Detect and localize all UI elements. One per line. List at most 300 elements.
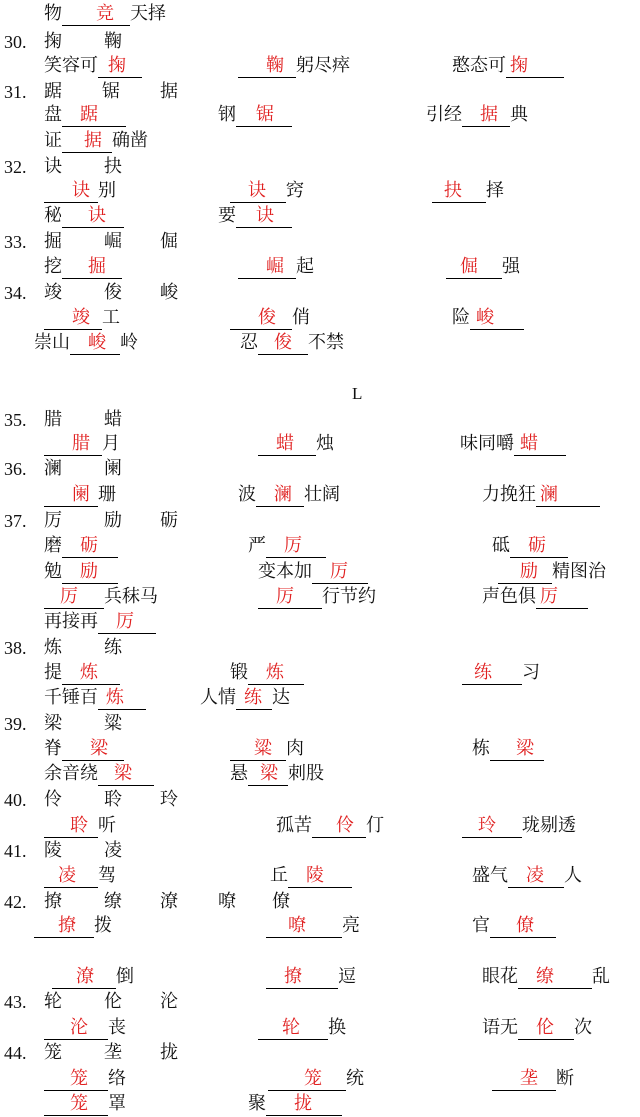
answer-blank[interactable]: 笼 <box>268 1068 346 1091</box>
exercise-row <box>0 1092 640 1117</box>
question-number: 32. <box>4 157 27 177</box>
exercise-row <box>0 179 640 204</box>
target-character: 轮 <box>44 991 62 1012</box>
answer-blank[interactable]: 撩 <box>266 966 338 989</box>
item-suffix-text: 择 <box>486 180 504 201</box>
fill-in-item <box>230 179 304 203</box>
answer-blank[interactable]: 沦 <box>44 1017 108 1040</box>
target-character: 炼 <box>44 637 62 658</box>
exercise-row <box>0 560 640 585</box>
answer-blank[interactable]: 鞠 <box>238 55 296 78</box>
exercise-row <box>0 814 640 839</box>
answer-blank[interactable]: 垄 <box>492 1068 556 1091</box>
item-prefix-text: 物 <box>44 3 62 24</box>
fill-in-item <box>44 864 116 888</box>
fill-in-item <box>44 483 116 507</box>
item-prefix-text: 磨 <box>44 535 62 556</box>
item-suffix-text: 珑剔透 <box>522 815 576 836</box>
item-prefix-text: 波 <box>238 484 256 505</box>
target-character: 潦 <box>160 891 178 912</box>
answer-blank[interactable]: 拢 <box>266 1093 342 1116</box>
answer-blank[interactable]: 砺 <box>510 535 568 558</box>
answer-blank[interactable]: 梁 <box>248 763 288 786</box>
target-character: 嘹 <box>218 891 236 912</box>
fill-in-item <box>44 585 158 609</box>
exercise-row <box>0 914 640 939</box>
item-prefix-text: 钢 <box>218 104 236 125</box>
target-character: 掘 <box>44 231 62 252</box>
item-suffix-text: 别 <box>98 180 116 201</box>
target-character: 厉 <box>44 510 62 531</box>
answer-blank[interactable]: 厉 <box>98 611 156 634</box>
exercise-row <box>0 762 640 787</box>
exercise-row <box>0 255 640 280</box>
question-number: 39. <box>4 714 27 734</box>
fill-in-item <box>200 686 290 710</box>
answer-blank[interactable]: 练 <box>236 687 272 710</box>
fill-in-item <box>44 179 116 203</box>
answer-blank[interactable]: 诀 <box>62 205 124 228</box>
target-character: 伦 <box>104 991 122 1012</box>
answer-blank[interactable]: 僚 <box>490 915 556 938</box>
target-character: 蜡 <box>104 409 122 430</box>
item-suffix-text: 岭 <box>120 332 138 353</box>
answer-blank[interactable]: 厉 <box>536 586 588 609</box>
answer-blank[interactable]: 厉 <box>312 561 368 584</box>
question-header-row <box>0 281 640 306</box>
item-prefix-text: 语无 <box>482 1017 518 1038</box>
item-prefix-text: 声色俱 <box>482 586 536 607</box>
item-suffix-text: 达 <box>272 687 290 708</box>
item-prefix-text: 挖 <box>44 256 62 277</box>
answer-blank[interactable]: 潦 <box>52 966 116 989</box>
target-character: 伶 <box>44 789 62 810</box>
item-prefix-text: 要 <box>218 205 236 226</box>
fill-in-item <box>258 560 368 584</box>
item-suffix-text: 确凿 <box>112 130 148 151</box>
target-character: 抉 <box>104 156 122 177</box>
item-suffix-text: 断 <box>556 1068 574 1089</box>
item-suffix-text: 俏 <box>292 307 310 328</box>
answer-blank[interactable]: 伦 <box>518 1017 574 1040</box>
item-suffix-text: 听 <box>98 815 116 836</box>
target-character: 梁 <box>44 713 62 734</box>
target-character: 垄 <box>104 1042 122 1063</box>
question-header-row <box>0 636 640 661</box>
answer-blank[interactable]: 诀 <box>236 205 292 228</box>
exercise-row <box>0 585 640 610</box>
target-character: 澜 <box>44 458 62 479</box>
fill-in-item <box>248 534 326 558</box>
fill-in-item <box>482 483 600 507</box>
answer-blank[interactable]: 粱 <box>230 738 286 761</box>
question-number: 31. <box>4 82 27 102</box>
fill-in-item <box>44 129 148 153</box>
answer-blank[interactable]: 诀 <box>230 180 286 203</box>
item-suffix-text: 统 <box>346 1068 364 1089</box>
question-header-row <box>0 30 640 55</box>
answer-blank[interactable]: 励 <box>62 561 118 584</box>
answer-blank[interactable]: 蜡 <box>514 433 566 456</box>
item-suffix-text: 窍 <box>286 180 304 201</box>
question-number: 43. <box>4 992 27 1012</box>
fill-in-item <box>44 814 116 838</box>
answer-blank[interactable]: 崛 <box>238 256 296 279</box>
answer-blank[interactable]: 蜡 <box>258 433 316 456</box>
question-number: 33. <box>4 232 27 252</box>
fill-in-item <box>452 54 564 78</box>
answer-blank[interactable]: 竞 <box>62 3 130 26</box>
item-suffix-text: 人 <box>564 865 582 886</box>
answer-blank[interactable]: 峻 <box>70 332 120 355</box>
target-character: 玲 <box>160 789 178 810</box>
question-number: 37. <box>4 511 27 531</box>
fill-in-item <box>34 331 138 355</box>
answer-blank[interactable]: 锯 <box>236 104 292 127</box>
fill-in-item <box>266 914 360 938</box>
fill-in-item <box>266 965 356 989</box>
question-header-row <box>0 1041 640 1066</box>
item-prefix-text: 盘 <box>44 104 62 125</box>
answer-blank[interactable]: 砺 <box>62 535 118 558</box>
exercise-row <box>0 331 640 356</box>
item-suffix-text: 起 <box>296 256 314 277</box>
item-suffix-text: 肉 <box>286 738 304 759</box>
answer-blank[interactable]: 峻 <box>470 307 524 330</box>
item-suffix-text: 珊 <box>98 484 116 505</box>
fill-in-item <box>44 534 118 558</box>
fill-in-item <box>44 610 156 634</box>
fill-in-item <box>230 306 310 330</box>
item-prefix-text: 千锤百 <box>44 687 98 708</box>
answer-blank[interactable]: 梁 <box>490 738 544 761</box>
item-prefix-text: 锻 <box>230 662 248 683</box>
fill-in-item <box>44 255 122 279</box>
question-header-row <box>0 155 640 180</box>
target-character: 掬 <box>44 31 62 52</box>
item-suffix-text: 拨 <box>94 915 112 936</box>
item-prefix-text: 官 <box>472 915 490 936</box>
fill-in-item <box>44 306 120 330</box>
question-number: 38. <box>4 638 27 658</box>
fill-in-item <box>230 737 304 761</box>
section-letter: L <box>352 384 363 403</box>
fill-in-item <box>240 331 344 355</box>
fill-in-item <box>44 1092 126 1116</box>
answer-blank[interactable]: 阑 <box>44 484 98 507</box>
fill-in-item <box>270 864 352 888</box>
item-suffix-text: 强 <box>502 256 520 277</box>
fill-in-item <box>268 1067 364 1091</box>
answer-blank[interactable]: 踞 <box>62 104 126 127</box>
fill-in-item <box>44 737 124 761</box>
item-prefix-text: 聚 <box>248 1093 266 1114</box>
target-character: 崛 <box>104 231 122 252</box>
fill-in-item <box>258 1016 346 1040</box>
question-header-row <box>0 457 640 482</box>
target-character: 缭 <box>104 891 122 912</box>
fill-in-item <box>34 914 112 938</box>
fill-in-item <box>44 432 120 456</box>
fill-in-item <box>258 432 334 456</box>
fill-in-item <box>44 2 166 26</box>
answer-blank[interactable]: 聆 <box>44 815 98 838</box>
item-suffix-text: 亮 <box>342 915 360 936</box>
fill-in-item <box>258 585 376 609</box>
exercise-row <box>0 864 640 889</box>
item-prefix-text: 勉 <box>44 561 62 582</box>
answer-blank[interactable]: 笼 <box>44 1068 108 1091</box>
item-prefix-text: 变本加 <box>258 561 312 582</box>
item-prefix-text: 孤苦 <box>276 815 312 836</box>
answer-blank[interactable]: 梁 <box>62 738 124 761</box>
answer-blank[interactable]: 嘹 <box>266 915 342 938</box>
item-suffix-text: 月 <box>102 433 120 454</box>
target-character: 诀 <box>44 156 62 177</box>
item-prefix-text: 余音绕 <box>44 763 98 784</box>
question-header-row <box>0 990 640 1015</box>
fill-in-item <box>218 103 292 127</box>
answer-blank[interactable]: 梁 <box>98 763 154 786</box>
item-prefix-text: 崇山 <box>34 332 70 353</box>
fill-in-item <box>44 560 118 584</box>
item-suffix-text: 倒 <box>116 966 134 987</box>
question-number: 36. <box>4 459 27 479</box>
answer-blank[interactable]: 掬 <box>98 55 142 78</box>
item-suffix-text: 换 <box>328 1017 346 1038</box>
item-prefix-text: 味同嚼 <box>460 433 514 454</box>
item-prefix-text: 提 <box>44 662 62 683</box>
exercise-row <box>0 661 640 686</box>
answer-blank[interactable]: 诀 <box>44 180 98 203</box>
question-header-row <box>0 80 640 105</box>
fill-in-item <box>52 965 134 989</box>
target-character: 凌 <box>104 840 122 861</box>
answer-blank[interactable]: 缭 <box>518 966 592 989</box>
answer-blank[interactable]: 炼 <box>62 662 120 685</box>
answer-blank[interactable]: 玲 <box>462 815 522 838</box>
question-header-row <box>0 712 640 737</box>
answer-blank[interactable]: 炼 <box>98 687 146 710</box>
target-character: 练 <box>104 637 122 658</box>
item-prefix-text: 丘 <box>270 865 288 886</box>
exercise-row <box>0 204 640 229</box>
fill-in-item <box>230 762 324 786</box>
exercise-row <box>0 686 640 711</box>
fill-in-item <box>44 1067 126 1091</box>
item-suffix-text: 丧 <box>108 1017 126 1038</box>
exercise-row <box>0 54 640 79</box>
answer-blank[interactable]: 俊 <box>258 332 308 355</box>
fill-in-item <box>44 103 126 127</box>
question-header-row <box>0 509 640 534</box>
item-prefix-text: 盛气 <box>472 865 508 886</box>
answer-blank[interactable]: 厉 <box>266 535 326 558</box>
exercise-row <box>0 483 640 508</box>
fill-in-item <box>462 661 540 685</box>
answer-blank[interactable]: 励 <box>498 561 552 584</box>
item-suffix-text: 习 <box>522 662 540 683</box>
fill-in-item <box>492 1067 574 1091</box>
exercise-row <box>0 103 640 128</box>
exercise-row <box>0 1016 640 1041</box>
answer-blank[interactable]: 撩 <box>34 915 94 938</box>
target-character: 撩 <box>44 891 62 912</box>
item-prefix-text: 眼花 <box>482 966 518 987</box>
item-prefix-text: 人情 <box>200 687 236 708</box>
target-character: 峻 <box>160 282 178 303</box>
question-number: 42. <box>4 892 27 912</box>
exercise-row <box>0 306 640 331</box>
item-suffix-text: 壮阔 <box>304 484 340 505</box>
question-number: 30. <box>4 32 27 52</box>
fill-in-item <box>482 585 588 609</box>
fill-in-item <box>446 255 520 279</box>
item-suffix-text: 刺股 <box>288 763 324 784</box>
question-number: 44. <box>4 1043 27 1063</box>
fill-in-item <box>482 965 610 989</box>
target-character: 俊 <box>104 282 122 303</box>
exercise-row <box>0 129 640 154</box>
fill-in-item <box>472 864 582 888</box>
question-header-row <box>0 408 640 433</box>
answer-blank[interactable]: 竣 <box>44 307 102 330</box>
answer-blank[interactable]: 腊 <box>44 433 102 456</box>
fill-in-item <box>276 814 384 838</box>
fill-in-item <box>238 483 340 507</box>
answer-blank[interactable]: 俊 <box>230 307 292 330</box>
answer-blank[interactable]: 凌 <box>508 865 564 888</box>
item-prefix-text: 脊 <box>44 738 62 759</box>
answer-blank[interactable]: 陵 <box>288 865 352 888</box>
question-number: 35. <box>4 410 27 430</box>
target-character: 阑 <box>104 458 122 479</box>
fill-in-item <box>218 204 292 228</box>
question-number: 41. <box>4 841 27 861</box>
answer-blank[interactable]: 澜 <box>256 484 304 507</box>
fill-in-item <box>44 204 124 228</box>
item-prefix-text: 力挽狂 <box>482 484 536 505</box>
question-header-row <box>0 890 640 915</box>
item-suffix-text: 兵秣马 <box>104 586 158 607</box>
item-prefix-text: 严 <box>248 535 266 556</box>
target-character: 竣 <box>44 282 62 303</box>
item-suffix-text: 工 <box>102 307 120 328</box>
item-prefix-text: 引经 <box>426 104 462 125</box>
answer-blank[interactable]: 轮 <box>258 1017 328 1040</box>
question-header-row <box>0 788 640 813</box>
target-character: 聆 <box>104 789 122 810</box>
answer-blank[interactable]: 掬 <box>506 55 564 78</box>
target-character: 腊 <box>44 409 62 430</box>
fill-in-item <box>238 255 314 279</box>
item-suffix-text: 烛 <box>316 433 334 454</box>
item-suffix-text: 精图治 <box>552 561 606 582</box>
item-prefix-text: 憨态可 <box>452 55 506 76</box>
exercise-row <box>0 965 640 990</box>
answer-blank[interactable]: 据 <box>62 130 112 153</box>
item-suffix-text: 驾 <box>98 865 116 886</box>
item-prefix-text: 证 <box>44 130 62 151</box>
fill-in-item <box>472 737 544 761</box>
answer-blank[interactable]: 掘 <box>62 256 122 279</box>
item-suffix-text: 逗 <box>338 966 356 987</box>
fill-in-item <box>44 661 120 685</box>
fill-in-item <box>44 1016 126 1040</box>
answer-blank[interactable]: 伶 <box>312 815 366 838</box>
target-character: 粱 <box>104 713 122 734</box>
fill-in-item <box>462 814 576 838</box>
fill-in-item <box>248 1092 342 1116</box>
answer-blank[interactable]: 厉 <box>44 586 104 609</box>
item-prefix-text: 栋 <box>472 738 490 759</box>
target-character: 陵 <box>44 840 62 861</box>
fill-in-item <box>482 1016 592 1040</box>
item-suffix-text: 罩 <box>108 1093 126 1114</box>
item-prefix-text: 秘 <box>44 205 62 226</box>
answer-blank[interactable]: 澜 <box>536 484 600 507</box>
question-number: 34. <box>4 283 27 303</box>
fill-in-item <box>492 534 568 558</box>
item-suffix-text: 典 <box>510 104 528 125</box>
target-character: 拢 <box>160 1042 178 1063</box>
item-suffix-text: 不禁 <box>308 332 344 353</box>
item-suffix-text: 行节约 <box>322 586 376 607</box>
answer-blank[interactable]: 凌 <box>44 865 98 888</box>
fill-in-item <box>452 306 524 330</box>
item-suffix-text: 次 <box>574 1017 592 1038</box>
target-character: 励 <box>104 510 122 531</box>
item-suffix-text: 络 <box>108 1068 126 1089</box>
target-character: 鞠 <box>104 31 122 52</box>
exercise-row <box>0 610 640 635</box>
exercise-row <box>0 432 640 457</box>
fill-in-item <box>44 686 146 710</box>
answer-blank[interactable]: 抉 <box>432 180 486 203</box>
question-header-row <box>0 230 640 255</box>
item-suffix-text: 躬尽瘁 <box>296 55 350 76</box>
answer-blank[interactable]: 练 <box>462 662 522 685</box>
fill-in-item <box>238 54 350 78</box>
fill-in-item <box>426 103 528 127</box>
item-prefix-text: 笑容可 <box>44 55 98 76</box>
answer-blank[interactable]: 据 <box>462 104 510 127</box>
exercise-row <box>0 534 640 559</box>
fill-in-item <box>460 432 566 456</box>
question-header-row <box>0 839 640 864</box>
target-character: 倔 <box>160 231 178 252</box>
item-prefix-text: 险 <box>452 307 470 328</box>
fill-in-item <box>44 762 154 786</box>
target-character: 沦 <box>160 991 178 1012</box>
target-character: 据 <box>160 81 178 102</box>
fill-in-item <box>472 914 556 938</box>
exercise-row <box>0 2 640 27</box>
item-suffix-text: 乱 <box>592 966 610 987</box>
target-character: 砺 <box>160 510 178 531</box>
answer-blank[interactable]: 倔 <box>446 256 502 279</box>
target-character: 锯 <box>102 81 120 102</box>
target-character: 僚 <box>272 891 290 912</box>
fill-in-item <box>498 560 606 584</box>
exercise-row <box>0 737 640 762</box>
exercise-row <box>0 1067 640 1092</box>
question-number: 40. <box>4 790 27 810</box>
answer-blank[interactable]: 厉 <box>258 586 322 609</box>
answer-blank[interactable]: 炼 <box>248 662 304 685</box>
fill-in-item <box>230 661 304 685</box>
answer-blank[interactable]: 笼 <box>44 1093 108 1116</box>
